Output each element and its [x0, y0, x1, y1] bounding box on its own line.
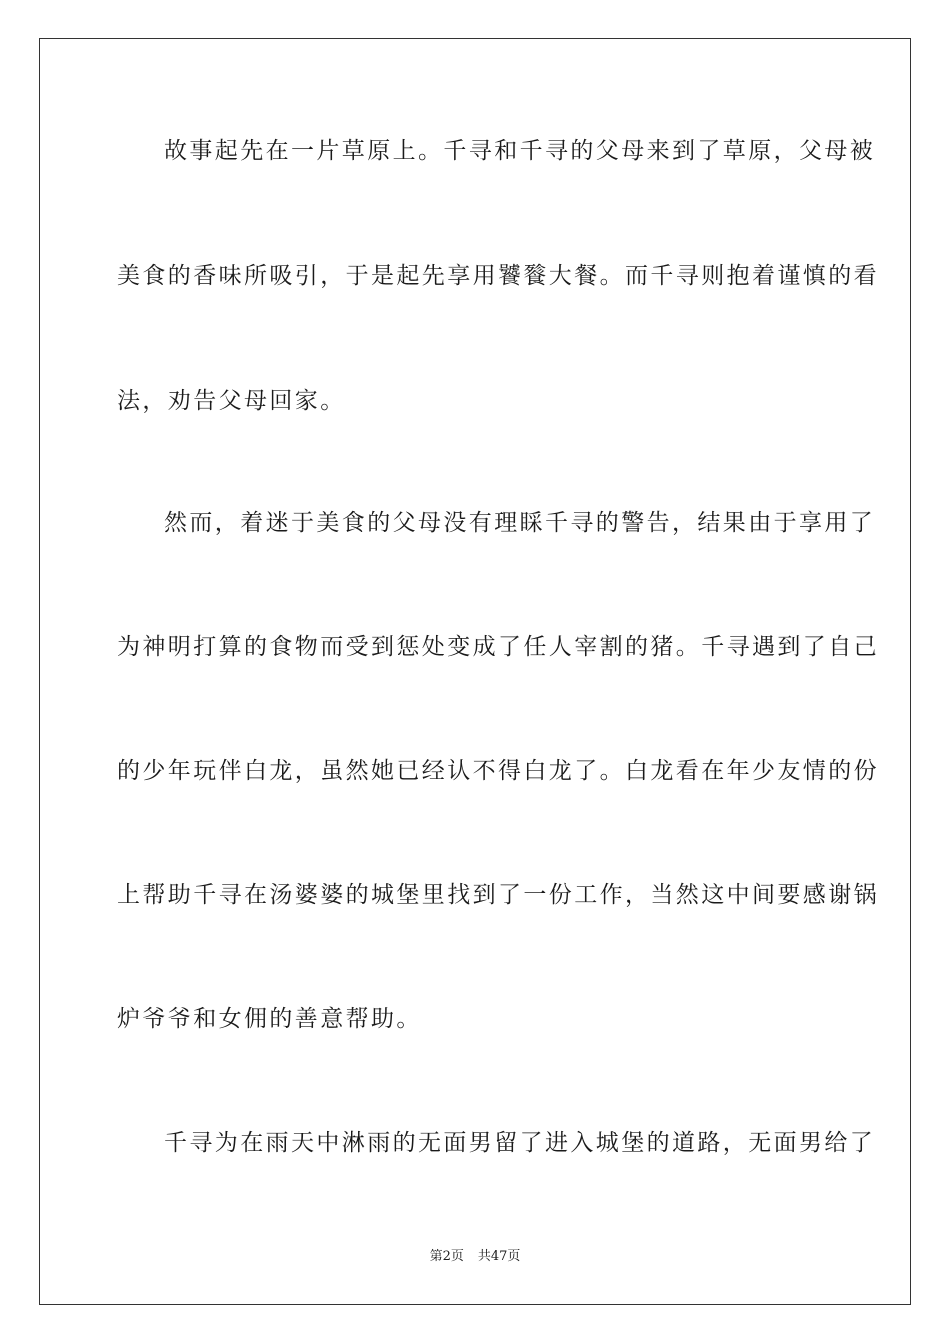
page-footer	[0, 1245, 950, 1264]
paragraph-1-line-2: 美食的香味所吸引，于是起先享用饕餮大餐。而千寻则抱着谨慎的看	[117, 263, 879, 289]
paragraph-2-line-4: 上帮助千寻在汤婆婆的城堡里找到了一份工作，当然这中间要感谢锅	[117, 882, 879, 908]
paragraph-2-line-2: 为神明打算的食物而受到惩处变成了任人宰割的猪。千寻遇到了自己	[117, 634, 879, 660]
paragraph-3-line-1: 千寻为在雨天中淋雨的无面男留了进入城堡的道路，无面男给了	[164, 1130, 876, 1156]
page-number: 第2页	[429, 1249, 464, 1264]
page-border	[39, 38, 911, 1305]
paragraph-2-line-3: 的少年玩伴白龙，虽然她已经认不得白龙了。白龙看在年少友情的份	[117, 758, 879, 784]
paragraph-1-line-3: 法，劝告父母回家。	[117, 388, 346, 414]
paragraph-2-line-1: 然而，着迷于美食的父母没有理睬千寻的警告，结果由于享用了	[164, 510, 876, 536]
page-total: 共47页	[477, 1249, 521, 1264]
paragraph-1-line-1: 故事起先在一片草原上。千寻和千寻的父母来到了草原，父母被	[164, 138, 876, 164]
paragraph-2-line-5: 炉爷爷和女佣的善意帮助。	[117, 1006, 422, 1032]
